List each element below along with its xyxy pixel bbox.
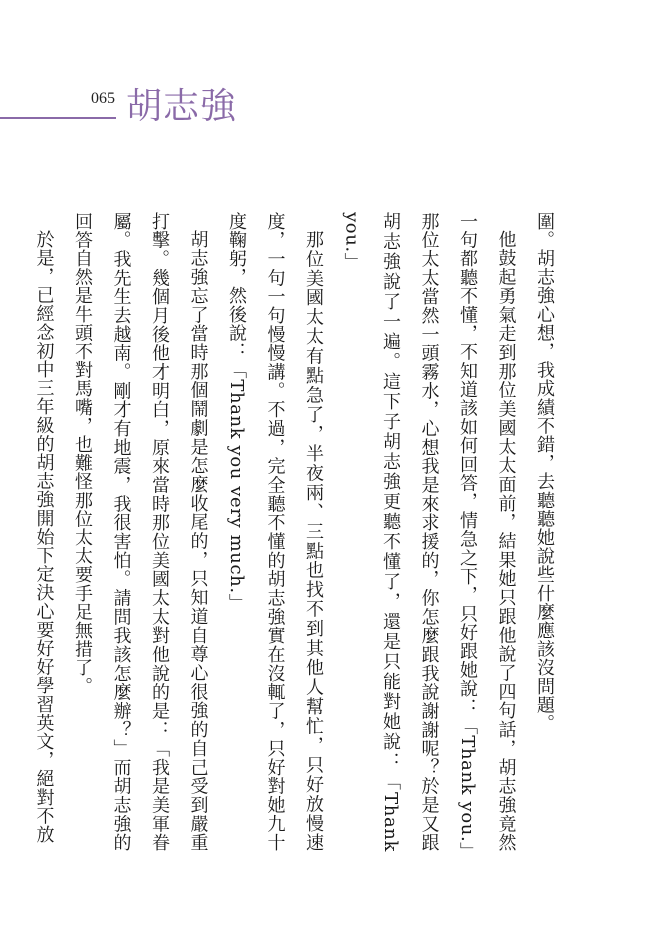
vertical-text-body xyxy=(24,212,563,852)
paragraph: 他鼓起勇氣走到那位美國太太面前，結果她只跟他說了四句話，胡志強竟然一句都聽不懂，不知道該如何回答，情急之下，只好跟她說：「Thank you.」那位太太當然一頭霧水，心想我是來求援的，你怎麼跟我說謝謝呢？於是又跟胡志強說了一遍。這下子胡志強更聽不懂了，還是只能對她說：「Thank you.」 xyxy=(341,212,517,852)
page-number: 065 xyxy=(91,90,115,107)
chapter-title: 胡志強 xyxy=(126,86,238,127)
paragraph: 胡志強忘了當時那個鬧劇是怎麼收尾的，只知道自尊心很強的自己受到嚴重打擊。幾個月後他才明白，原來當時那位美國太太對他說的是：「我是美軍眷屬。我先生去越南。剛才有地震，我很害怕。請問我該怎麼辦？」而胡志強的回答自然是牛頭不對馬嘴，也難怪那位太太要手足無措了。 xyxy=(72,212,209,852)
paragraph: 於是，已經念初中三年級的胡志強開始下定決心要好好學習英文，絕對不放 xyxy=(33,230,55,844)
header-rule xyxy=(0,117,116,119)
paragraph: 那位美國太太有點急了，半夜兩、三點也找不到其他人幫忙，只好放慢速度，一句一句慢慢講。不過，完全聽不懂的胡志強實在沒輒了，只好對她九十度鞠躬，然後說：「Thank you very much.」 xyxy=(226,212,324,852)
paragraph: 圍。胡志強心想，我成績不錯，去聽聽她說些什麼應該沒問題。 xyxy=(534,212,555,733)
